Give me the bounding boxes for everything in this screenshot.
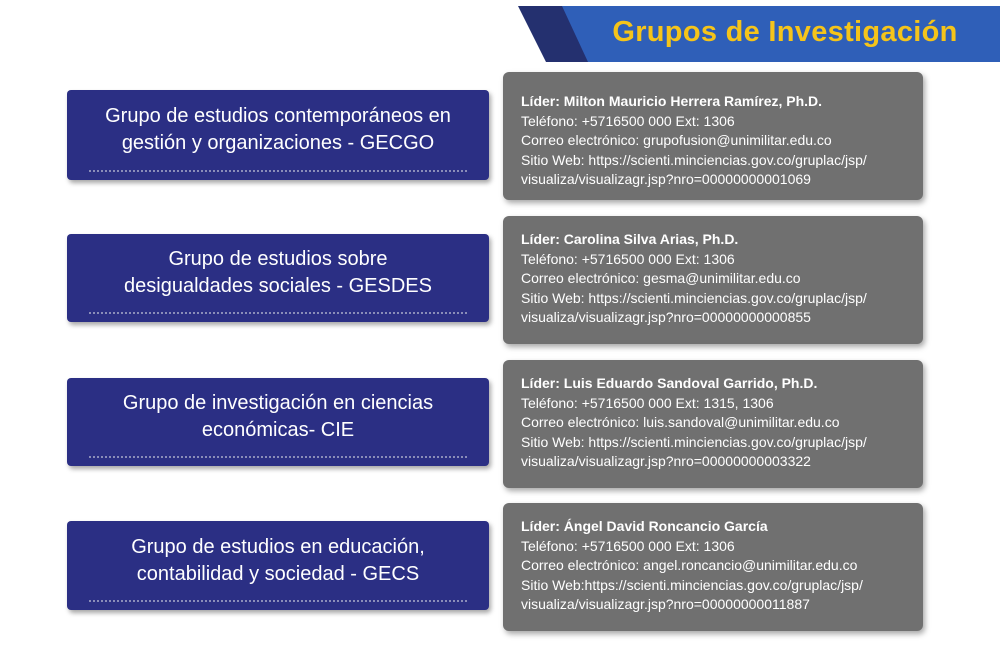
- group-row: [0, 503, 1000, 633]
- dotted-divider: [89, 312, 467, 314]
- group-name-box: [67, 234, 489, 322]
- group-info-box: [503, 216, 923, 344]
- website-link[interactable]: visualiza/visualizagr.jsp?nro=00000000003322: [521, 453, 811, 469]
- group-info-box: [503, 503, 923, 631]
- group-name-line: desigualdades sociales - GESDES: [124, 275, 432, 297]
- phone-text: Teléfono: +5716500 000 Ext: 1306: [521, 112, 735, 129]
- group-name-line: Grupo de estudios contemporáneos en: [105, 105, 451, 127]
- dotted-divider: [89, 600, 467, 602]
- dotted-divider: [89, 170, 467, 172]
- website-link[interactable]: Sitio Web: https://scienti.minciencias.gov.co/gruplac/jsp/: [521, 151, 867, 168]
- group-name-line: gestión y organizaciones - GECGO: [121, 132, 435, 154]
- page-title: Grupos de Investigación: [612, 16, 958, 48]
- leader-text: Líder: Ángel David Roncancio García: [521, 518, 768, 534]
- website-link[interactable]: visualiza/visualizagr.jsp?nro=00000000001069: [521, 171, 811, 187]
- group-name-line: económicas- CIE: [201, 419, 355, 441]
- dotted-divider: [89, 456, 467, 458]
- group-name: [123, 390, 433, 444]
- leader-text: Líder: Carolina Silva Arias, Ph.D.: [521, 231, 739, 247]
- website-link[interactable]: visualiza/visualizagr.jsp?nro=00000000011887: [521, 596, 810, 612]
- group-info-box: [503, 72, 923, 200]
- leader-text: Líder: Luis Eduardo Sandoval Garrido, Ph.D.: [521, 375, 818, 391]
- email-text: Correo electrónico: luis.sandoval@unimilitar.edu.co: [521, 414, 840, 430]
- group-name-line: Grupo de estudios sobre: [168, 248, 388, 270]
- website-link[interactable]: Sitio Web:https://scienti.minciencias.gov.co/gruplac/jsp/: [521, 576, 863, 593]
- group-name: [105, 103, 451, 157]
- group-row: [0, 72, 1000, 202]
- website-link[interactable]: visualiza/visualizagr.jsp?nro=00000000000855: [521, 309, 811, 325]
- email-text: Correo electrónico: gesma@unimilitar.edu.co: [521, 270, 801, 286]
- leader-text: Líder: Milton Mauricio Herrera Ramírez, Ph.D.: [521, 93, 823, 109]
- title-banner: [518, 6, 1000, 62]
- group-row: [0, 360, 1000, 490]
- group-name-line: Grupo de investigación en ciencias: [122, 392, 434, 414]
- group-name-line: Grupo de estudios en educación,: [131, 535, 425, 558]
- website-link[interactable]: Sitio Web: https://scienti.minciencias.gov.co/gruplac/jsp/: [521, 433, 867, 450]
- phone-text: Teléfono: +5716500 000 Ext: 1315, 1306: [521, 394, 774, 411]
- group-name-box: [67, 378, 489, 466]
- group-name: [124, 246, 432, 300]
- website-link[interactable]: Sitio Web: https://scienti.minciencias.gov.co/gruplac/jsp/: [521, 289, 867, 306]
- group-info-box: [503, 360, 923, 488]
- group-name-box: [67, 90, 489, 180]
- phone-text: Teléfono: +5716500 000 Ext: 1306: [521, 537, 735, 554]
- group-name-line: contabilidad y sociedad - GECS: [136, 562, 420, 585]
- phone-text: Teléfono: +5716500 000 Ext: 1306: [521, 250, 735, 267]
- group-row: [0, 216, 1000, 346]
- group-name: [131, 534, 425, 588]
- email-text: Correo electrónico: grupofusion@unimilitar.edu.co: [521, 132, 832, 148]
- email-text: Correo electrónico: angel.roncancio@unimilitar.edu.co: [521, 557, 858, 573]
- group-name-box: [67, 521, 489, 610]
